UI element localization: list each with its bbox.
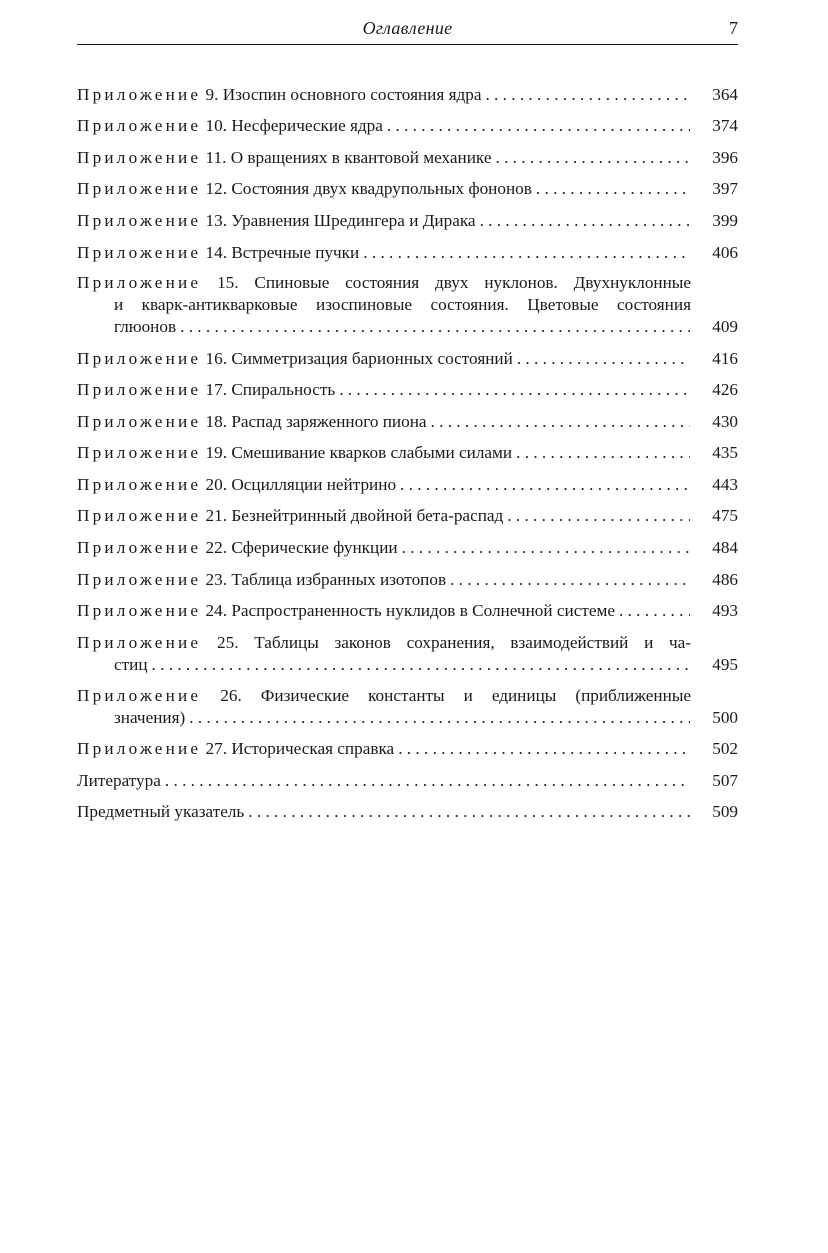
toc-entry-line <box>77 442 738 464</box>
toc-page-number: 502 <box>712 739 738 758</box>
toc-entry-title: стиц <box>114 655 148 674</box>
toc-entry-line <box>77 537 738 559</box>
toc-entry-title: 13. Уравнения Шредингера и Дирака <box>205 211 476 230</box>
toc-entry[interactable] <box>77 147 738 169</box>
toc-entry-title: 16. Симметризация барионных состояний <box>205 349 513 368</box>
toc-page-number: 364 <box>712 85 738 104</box>
dot-leader <box>400 474 690 496</box>
toc-entry-line <box>77 178 738 200</box>
toc-entry-prefix: Приложение <box>77 739 202 758</box>
toc-entry[interactable] <box>77 242 738 264</box>
toc-entry-title: 9. Изоспин основного состояния ядра <box>205 85 482 104</box>
toc-entry-title: глюонов <box>114 317 177 336</box>
toc-entry-prefix: Приложение <box>77 601 202 620</box>
toc-entry-title: 20. Осцилляции нейтрино <box>205 475 397 494</box>
toc-entry-line <box>77 569 738 591</box>
toc-page-number: 443 <box>712 475 738 494</box>
toc-page-number: 500 <box>712 708 738 727</box>
toc-page-number: 435 <box>712 443 738 462</box>
dot-leader <box>152 654 690 676</box>
toc-entry-prefix: Приложение <box>77 273 202 292</box>
toc-entry-prefix: Приложение <box>77 116 202 135</box>
toc-entry-line <box>77 770 738 792</box>
toc-entry-title: 27. Историческая справка <box>205 739 395 758</box>
toc-entry[interactable] <box>77 738 738 760</box>
dot-leader <box>536 178 690 200</box>
toc-entry-title: и кварк-антикварковые изоспиновые состояния. Цветовые состояния <box>114 295 691 314</box>
toc-entry-line <box>77 210 738 232</box>
toc-entry[interactable] <box>77 505 738 527</box>
toc-entry-line <box>77 379 738 401</box>
toc-page-number: 426 <box>712 380 738 399</box>
toc-entry-prefix: Приложение <box>77 148 202 167</box>
toc-entry-line <box>77 411 738 433</box>
dot-leader <box>507 505 690 527</box>
dot-leader <box>485 84 690 106</box>
dot-leader <box>398 738 690 760</box>
dot-leader <box>180 316 690 338</box>
toc-page-number: 396 <box>712 148 738 167</box>
toc-entry-prefix: Приложение <box>77 211 202 230</box>
toc-entry-prefix: Приложение <box>77 85 202 104</box>
dot-leader <box>363 242 690 264</box>
toc-entry-title: 10. Несферические ядра <box>205 116 383 135</box>
toc-entry-title: Предметный указатель <box>77 802 245 821</box>
page <box>77 0 738 821</box>
dot-leader <box>165 770 690 792</box>
toc-entry-line <box>77 84 738 106</box>
toc-entry-title: 19. Смешивание кварков слабыми силами <box>205 443 513 462</box>
toc-page-number: 507 <box>712 771 738 790</box>
toc-entry-prefix: Приложение <box>77 686 202 705</box>
toc-entry-prefix: Приложение <box>77 538 202 557</box>
toc-entry-title: 17. Спиральность <box>205 380 336 399</box>
toc-entry[interactable] <box>77 537 738 559</box>
toc-entry-title: 26. Физические константы и единицы (приближенные <box>220 686 691 705</box>
toc-entry[interactable] <box>77 801 738 823</box>
toc-page-number: 484 <box>712 538 738 557</box>
toc-entry-title: 18. Распад заряженного пиона <box>205 412 427 431</box>
toc-entry-prefix: Приложение <box>77 475 202 494</box>
toc-entry-line <box>77 348 738 370</box>
toc-entry-prefix: Приложение <box>77 380 202 399</box>
toc-page-number: 430 <box>712 412 738 431</box>
toc-entry-line <box>77 242 738 264</box>
toc-entry-title: Литература <box>77 771 161 790</box>
toc-page-number: 486 <box>712 570 738 589</box>
toc-entry-line <box>77 115 738 137</box>
dot-leader <box>480 210 690 232</box>
toc-entry[interactable] <box>77 685 738 729</box>
toc-entry-line <box>77 316 738 338</box>
dot-leader <box>402 537 690 559</box>
toc-entry[interactable] <box>77 770 738 792</box>
toc-entry-title: 25. Таблицы законов сохранения, взаимодействий и ча- <box>217 633 692 652</box>
toc-entry[interactable] <box>77 178 738 200</box>
toc-entry-line <box>77 272 738 294</box>
dot-leader <box>516 442 690 464</box>
toc-entry-title: значения) <box>114 708 186 727</box>
toc-entry[interactable] <box>77 600 738 622</box>
toc-page-number: 493 <box>712 601 738 620</box>
dot-leader <box>450 569 690 591</box>
toc-entry[interactable] <box>77 210 738 232</box>
dot-leader <box>495 147 690 169</box>
toc-page-number: 409 <box>712 317 738 336</box>
toc-entry[interactable] <box>77 632 738 676</box>
toc-entry-title: 15. Спиновые состояния двух нуклонов. Двухнуклонные <box>217 273 691 292</box>
dot-leader <box>339 379 690 401</box>
dot-leader <box>619 600 690 622</box>
toc-entry[interactable] <box>77 272 738 338</box>
toc-entry-line <box>77 505 738 527</box>
toc-entry-line <box>77 600 738 622</box>
toc-entry-prefix: Приложение <box>77 506 202 525</box>
toc-entry-line <box>77 707 738 729</box>
toc-page-number: 495 <box>712 655 738 674</box>
toc-entry-line <box>77 474 738 496</box>
dot-leader <box>189 707 690 729</box>
toc-entry[interactable] <box>77 379 738 401</box>
toc-entry[interactable] <box>77 569 738 591</box>
toc-page-number: 399 <box>712 211 738 230</box>
toc-entry-prefix: Приложение <box>77 633 202 652</box>
running-title: Оглавление <box>362 18 453 38</box>
toc-entry-line <box>77 801 738 823</box>
toc-entry[interactable] <box>77 442 738 464</box>
toc-entry[interactable] <box>77 474 738 496</box>
toc-entry[interactable] <box>77 84 738 106</box>
dot-leader <box>387 115 690 137</box>
toc-page-number: 397 <box>712 179 738 198</box>
toc-entry-title: 14. Встречные пучки <box>205 243 360 262</box>
toc-entry-line <box>77 294 738 316</box>
page-number: 7 <box>729 18 738 38</box>
toc-entry-prefix: Приложение <box>77 243 202 262</box>
toc-entry-line <box>77 738 738 760</box>
toc-entry-prefix: Приложение <box>77 443 202 462</box>
dot-leader <box>517 348 690 370</box>
toc-entry-prefix: Приложение <box>77 412 202 431</box>
toc-entry-line <box>77 632 738 654</box>
toc-page-number: 509 <box>712 802 738 821</box>
running-header <box>77 0 738 45</box>
toc-page-number: 475 <box>712 506 738 525</box>
toc-entry-title: 22. Сферические функции <box>205 538 398 557</box>
toc-entry[interactable] <box>77 348 738 370</box>
toc-entry-title: 24. Распространенность нуклидов в Солнечной системе <box>205 601 615 620</box>
toc-entry-line <box>77 685 738 707</box>
toc-page-number: 416 <box>712 349 738 368</box>
dot-leader <box>431 411 690 433</box>
toc-entry-title: 23. Таблица избранных изотопов <box>205 570 447 589</box>
toc-page-number: 374 <box>712 116 738 135</box>
toc-entry[interactable] <box>77 411 738 433</box>
toc-entry[interactable] <box>77 115 738 137</box>
toc-page-number: 406 <box>712 243 738 262</box>
toc-entry-prefix: Приложение <box>77 179 202 198</box>
toc-entry-title: 11. О вращениях в квантовой механике <box>205 148 492 167</box>
toc-entry-title: 21. Безнейтринный двойной бета-распад <box>205 506 504 525</box>
toc-entry-line <box>77 654 738 676</box>
dot-leader <box>248 801 690 823</box>
toc-entry-line <box>77 147 738 169</box>
toc-entry-prefix: Приложение <box>77 570 202 589</box>
toc-entry-title: 12. Состояния двух квадрупольных фононов <box>205 179 532 198</box>
toc-entry-prefix: Приложение <box>77 349 202 368</box>
